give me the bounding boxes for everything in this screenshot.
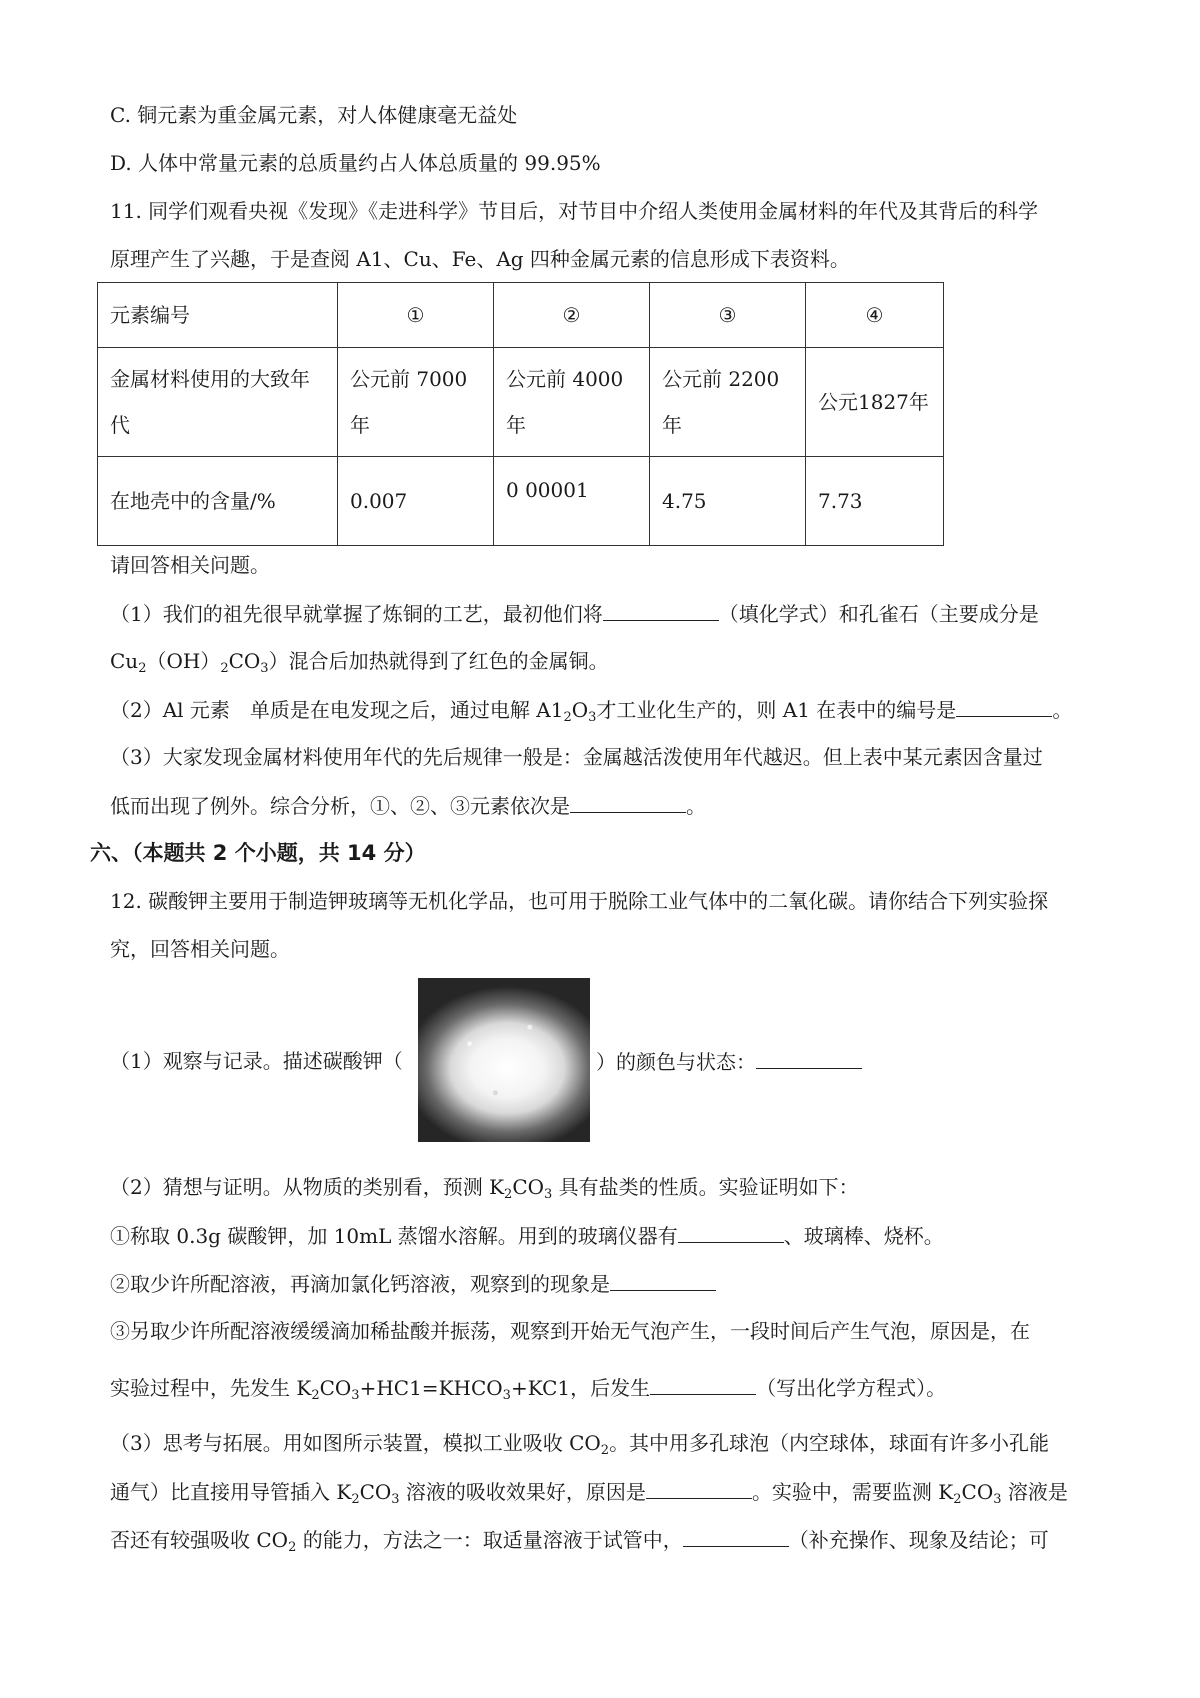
q11-part3-line1: （3）大家发现金属材料使用年代的先后规律一般是：金属越活泼使用年代越迟。但上表中某元素因含量过 (110, 745, 1043, 769)
table-row (98, 457, 944, 546)
answer-blank[interactable] (650, 1372, 756, 1395)
answer-blank[interactable] (610, 1268, 716, 1291)
table-row (98, 283, 944, 348)
q12-part1-b: ）的颜色与状态： (596, 1046, 1100, 1077)
answer-blank[interactable] (678, 1220, 784, 1243)
q11-part2: （2）Al 元素 单质是在电发现之后，通过电解 $A1_2O_3$才工业化生产的，则 A1 在表中的编号是 。 (110, 694, 1100, 725)
q11-part1-line1: （1）我们的祖先很早就掌握了炼铜的工艺，最初他们将 （填化学式）和孔雀石（主要成分是 (110, 598, 1100, 629)
potassium-carbonate-photo (418, 978, 590, 1142)
q12-part3-line1: （3）思考与拓展。用如图所示装置，模拟工业吸收 $CO_2$。其中用多孔球泡（内空球体，球面有许多小孔能 (110, 1431, 1050, 1458)
year-line1: 公元前 7000 (350, 367, 468, 391)
q12-step1: ①称取 0.3g 碳酸钾，加 10mL 蒸馏水溶解。用到的玻璃仪器有 、玻璃棒、烧杯。 (110, 1220, 1100, 1251)
table-header-cell: ③ (650, 283, 806, 348)
year-line2: 年 (506, 413, 526, 437)
q12-text-line2: 究，回答相关问题。 (110, 937, 290, 961)
q11-text-line1: 11. 同学们观看央视《发现》《走进科学》节目后，对节目中介绍人类使用金属材料的年代及其背后的科学 (110, 199, 1039, 223)
table-cell-year (338, 348, 494, 457)
table-cell-year: 公元1827年 (806, 348, 944, 457)
answer-blank[interactable] (646, 1476, 752, 1499)
table-cell-content: 0.007 (338, 457, 494, 546)
q12-part2: （2）猜想与证明。从物质的类别看，预测 $K_2CO_3$ 具有盐类的性质。实验证明如下： (110, 1175, 859, 1202)
year-label-line1: 金属材料使用的大致年 (110, 367, 310, 391)
section-heading: 六、（本题共 2 个小题，共 14 分） (90, 841, 426, 865)
table-cell-year-label (98, 348, 338, 457)
year-label-line2: 代 (110, 413, 130, 437)
option-c: C. 铜元素为重金属元素，对人体健康毫无益处 (110, 103, 518, 127)
answer-blank[interactable] (956, 694, 1052, 717)
table-cell-year (650, 348, 806, 457)
answer-blank[interactable] (756, 1046, 862, 1069)
q12-part3-line3: 否还有较强吸收 $CO_2$ 的能力，方法之一：取适量溶液于试管中， （补充操作、现象及结论；可 (110, 1524, 1100, 1555)
answer-blank[interactable] (570, 790, 686, 813)
metal-info-table (97, 282, 944, 546)
table-header-cell: ① (338, 283, 494, 348)
year-line1: 公元前 4000 (506, 367, 624, 391)
q12-part1-a: （1）观察与记录。描述碳酸钾（ (110, 1049, 403, 1073)
q12-part3-line2: 通气）比直接用导管插入 $K_2CO_3$ 溶液的吸收效果好，原因是 。实验中，需要监测 $K_2CO_3$ 溶液是 (110, 1476, 1100, 1507)
answer-blank[interactable] (683, 1524, 789, 1547)
table-cell-content: 4.75 (650, 457, 806, 546)
q11-text-line2: 原理产生了兴趣，于是查阅 A1、Cu、Fe、Ag 四种金属元素的信息形成下表资料。 (110, 247, 850, 271)
q12-step3: ③另取少许所配溶液缓缓滴加稀盐酸并振荡，观察到开始无气泡产生，一段时间后产生气泡，原因是，在 (110, 1319, 1030, 1343)
table-cell-content: 7.73 (806, 457, 944, 546)
answer-blank[interactable] (603, 598, 719, 621)
table-header-cell: ② (494, 283, 650, 348)
table-cell-content-label: 在地壳中的含量/% (98, 457, 338, 546)
q11-prompt: 请回答相关问题。 (110, 553, 270, 577)
year-line1: 公元前 2200 (662, 367, 780, 391)
q12-step3-equation: 实验过程中，先发生 $K_2CO_3+HC1=KHCO_3+KC1$，后发生 （写出化学方程式）。 (110, 1372, 1100, 1403)
q12-text-line1: 12. 碳酸钾主要用于制造钾玻璃等无机化学品，也可用于脱除工业气体中的二氧化碳。请你结合下列实验探 (110, 889, 1049, 913)
q12-step2: ②取少许所配溶液，再滴加氯化钙溶液，观察到的现象是 (110, 1268, 1100, 1299)
year-line2: 年 (350, 413, 370, 437)
table-cell-content: 0 00001 (494, 457, 650, 546)
table-header-cell: ④ (806, 283, 944, 348)
table-header-cell: 元素编号 (98, 283, 338, 348)
q11-part1-line2: $Cu_2(OH)_2CO_3$）混合后加热就得到了红色的金属铜。 (110, 649, 609, 676)
q11-part3-line2: 低而出现了例外。综合分析，①、②、③元素依次是 。 (110, 790, 1100, 821)
table-row (98, 348, 944, 457)
year-line2: 年 (662, 413, 682, 437)
option-d: D. 人体中常量元素的总质量约占人体总质量的 99.95% (110, 151, 601, 175)
table-cell-year (494, 348, 650, 457)
